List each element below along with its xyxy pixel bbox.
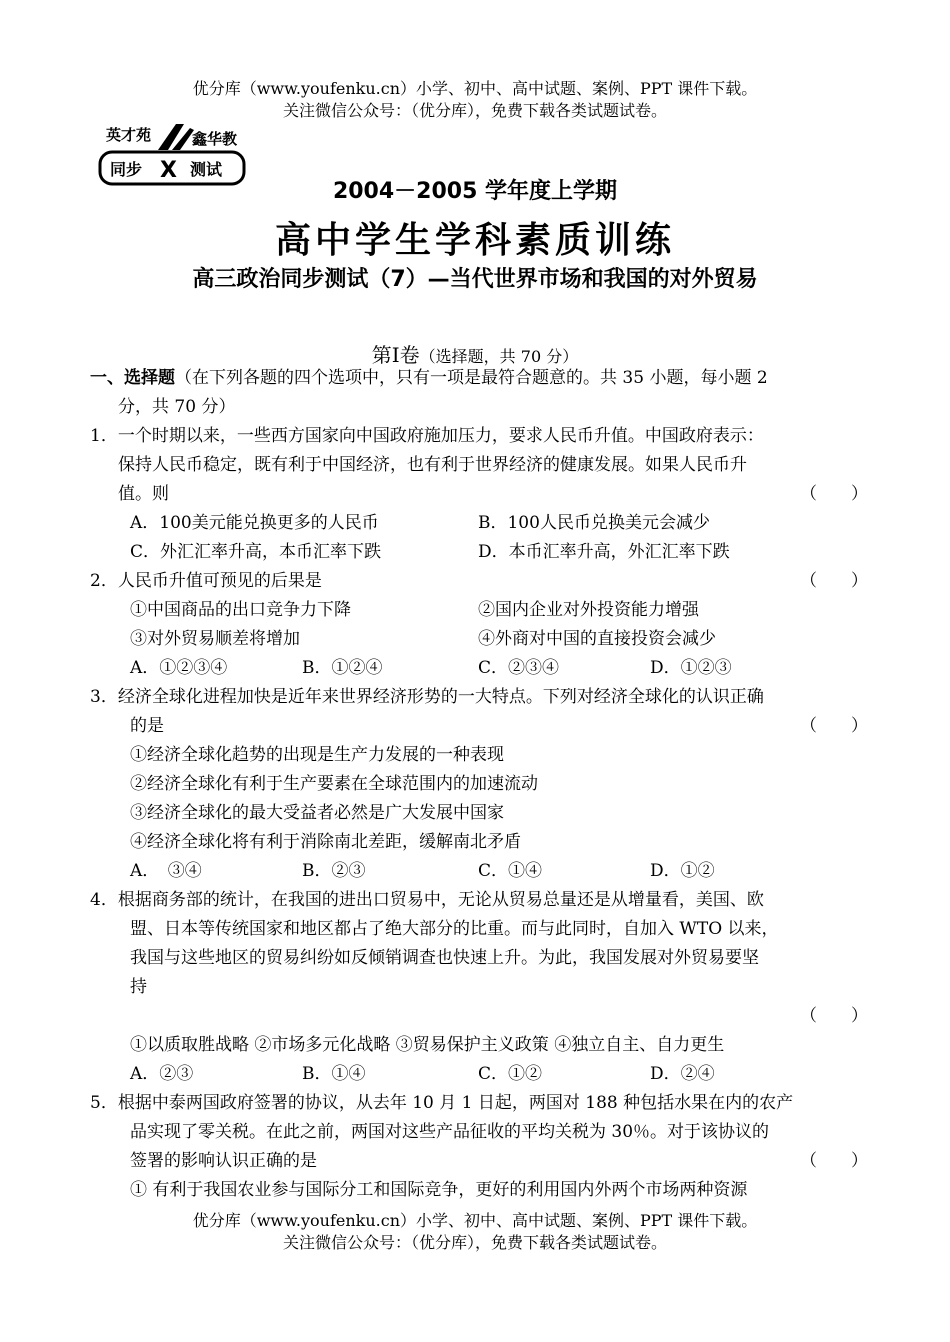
section-label: 一、选择题 — [90, 368, 175, 388]
q3-statement-1: ①经济全球化趋势的出现是生产力发展的一种表现 — [130, 745, 504, 765]
q3-answer-paren: （ ） — [800, 716, 868, 736]
q5-line-3 — [90, 1147, 870, 1176]
q2-statement-1: ①中国商品的出口竞争力下降 — [130, 600, 351, 620]
q3-option-c: C．①④ — [478, 861, 543, 881]
exam-title: 高中学生学科素质训练 — [274, 220, 675, 261]
header-line-2: 关注微信公众号：（优分库），免费下载各类试题试卷。 — [282, 101, 667, 120]
q5-line-1: 5．根据中泰两国政府签署的协议，从去年 10 月 1 日起，两国对 188 种包括水果在内的农产 — [90, 1093, 794, 1113]
q2-options-row — [90, 654, 870, 683]
q4-line-3: 我国与这些地区的贸易纠纷如反倾销调查也快速上升。为此，我国发展对外贸易要坚 — [130, 948, 759, 968]
page-header — [0, 78, 950, 122]
section-desc-line-2: 分，共 70 分） — [118, 397, 236, 417]
q1-option-c: C．外汇汇率升高，本币汇率下跌 — [130, 542, 382, 562]
exam-year: 2004－2005 学年度上学期 — [332, 179, 618, 204]
q4-option-d: D．②④ — [650, 1064, 715, 1084]
footer-line-1: 优分库（www.youfenku.cn）小学、初中、高中试题、案例、PPT 课件下载。 — [192, 1211, 758, 1230]
q2-statement-4: ④外商对中国的直接投资会减少 — [478, 629, 716, 649]
q3-statement-2: ②经济全球化有利于生产要素在全球范围内的加速流动 — [130, 774, 538, 794]
q1-options-row-2 — [90, 538, 870, 567]
q1-line-1: 1．一个时期以来，一些西方国家向中国政府施加压力，要求人民币升值。中国政府表示： — [90, 426, 764, 446]
q5-statement-1: ① 有利于我国农业参与国际分工和国际竞争，更好的利用国内外两个市场两种资源 — [130, 1180, 748, 1200]
q1-option-d: D．本币汇率升高，外汇汇率下跌 — [478, 542, 730, 562]
question-list — [90, 364, 870, 1205]
q4-option-c: C．①② — [478, 1064, 543, 1084]
q3-line-2 — [90, 712, 870, 741]
q3-statement-4: ④经济全球化将有利于消除南北差距，缓解南北矛盾 — [130, 832, 521, 852]
q2-option-b: B．①②④ — [302, 658, 383, 678]
q3-stem-end: 的是 — [130, 716, 164, 736]
q3-option-b: B．②③ — [302, 861, 366, 881]
section-desc-1: （在下列各题的四个选项中，只有一项是最符合题意的。共 35 小题，每小题 2 — [175, 368, 768, 388]
q2-option-c: C．②③④ — [478, 658, 560, 678]
q1-option-b: B．100人民币兑换美元会减少 — [478, 513, 710, 533]
q2-statements-row-1 — [90, 596, 870, 625]
q5-stem-end: 签署的影响认识正确的是 — [130, 1151, 317, 1171]
logo-bottom-mark: X — [160, 158, 177, 183]
q4-option-a: A．②③ — [130, 1064, 194, 1084]
q1-option-a: A．100美元能兑换更多的人民币 — [130, 513, 379, 533]
q1-options-row-1 — [90, 509, 870, 538]
q2-line-1 — [90, 567, 870, 596]
q1-stem-end: 值。则 — [118, 484, 169, 504]
q1-line-2: 保持人民币稳定，既有利于中国经济，也有利于世界经济的健康发展。如果人民币升 — [118, 455, 747, 475]
exam-subtitle: 高三政治同步测试（7）—当代世界市场和我国的对外贸易 — [192, 267, 758, 292]
logo-bottom-left: 同步 — [110, 160, 143, 179]
q2-answer-paren: （ ） — [800, 571, 868, 591]
q2-option-a: A．①②③④ — [130, 658, 228, 678]
part-note: （选择题，共 70 分） — [419, 347, 579, 366]
page-footer — [0, 1210, 950, 1254]
q5-line-2: 品实现了零关税。在此之前，两国对这些产品征收的平均关税为 30％。对于该协议的 — [130, 1122, 770, 1142]
q3-statement-3: ③经济全球化的最大受益者必然是广大发展中国家 — [130, 803, 504, 823]
q4-options-row — [90, 1060, 870, 1089]
logo-text-right: 鑫华教 — [192, 130, 238, 148]
q1-line-3 — [90, 480, 870, 509]
q3-option-a: A． ③④ — [130, 861, 202, 881]
logo-bottom-right: 测试 — [190, 160, 223, 179]
q1-answer-paren: （ ） — [800, 484, 868, 504]
q4-line-2: 盟、日本等传统国家和地区都占了绝大部分的比重。而与此同时，自加入 WTO 以来， — [130, 919, 779, 939]
q4-paren-line — [90, 1002, 870, 1031]
part-label: 第Ⅰ卷 — [371, 343, 420, 367]
q2-stem: 2．人民币升值可预见的后果是 — [90, 571, 322, 591]
section-heading — [90, 364, 870, 393]
q2-statement-3: ③对外贸易顺差将增加 — [130, 629, 300, 649]
q2-statements-row-2 — [90, 625, 870, 654]
header-line-1: 优分库（www.youfenku.cn）小学、初中、高中试题、案例、PPT 课件下载。 — [192, 79, 758, 98]
q4-line-1: 4．根据商务部的统计，在我国的进出口贸易中，无论从贸易总量还是从增量看，美国、欧 — [90, 890, 764, 910]
q4-line-4: 持 — [130, 977, 147, 997]
footer-line-2: 关注微信公众号：（优分库），免费下载各类试题试卷。 — [282, 1233, 667, 1252]
q3-option-d: D．①② — [650, 861, 715, 881]
q2-option-d: D．①②③ — [650, 658, 732, 678]
q4-answer-paren: （ ） — [800, 1006, 868, 1026]
q3-options-row — [90, 857, 870, 886]
q3-line-1: 3．经济全球化进程加快是近年来世界经济形势的一大特点。下列对经济全球化的认识正确 — [90, 687, 764, 707]
q4-option-b: B．①④ — [302, 1064, 366, 1084]
q2-statement-2: ②国内企业对外投资能力增强 — [478, 600, 699, 620]
logo-text-left: 英才苑 — [106, 126, 152, 144]
q5-answer-paren: （ ） — [800, 1151, 868, 1171]
q4-statements: ①以质取胜战略 ②市场多元化战略 ③贸易保护主义政策 ④独立自主、自力更生 — [130, 1035, 725, 1055]
